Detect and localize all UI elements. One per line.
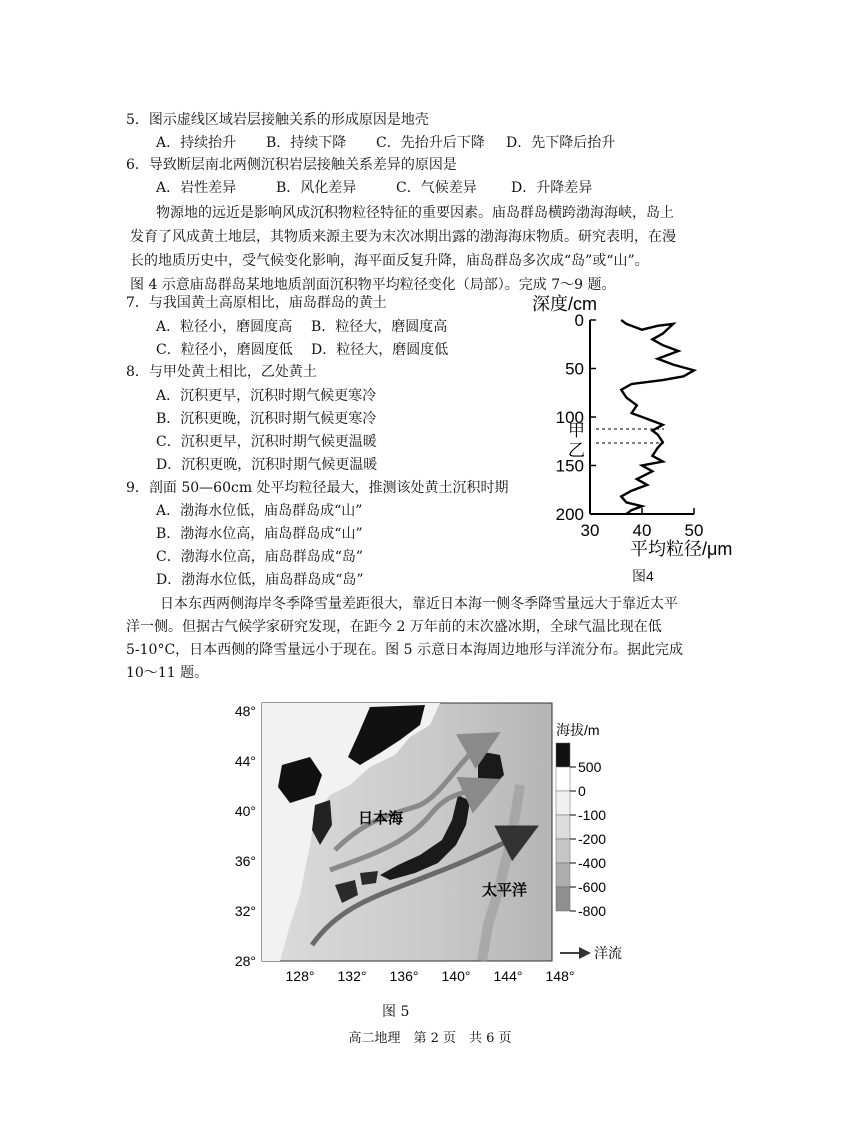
latitude-label: 28°: [234, 953, 256, 969]
legend-color-swatch: [556, 791, 570, 815]
q6-options: [156, 178, 592, 198]
legend-color-swatch: [556, 767, 570, 791]
fig5-caption: 图 5: [382, 1004, 410, 1020]
pacific-ocean-label: 太平洋: [482, 882, 528, 899]
latitude-label: 40°: [234, 803, 256, 819]
fig4-y-tick-label: 100: [555, 408, 584, 427]
q9-option-d: D．渤海水位低，庙岛群岛成“岛”: [156, 572, 364, 588]
fig4-y-tick-label: 150: [555, 456, 584, 476]
longitude-label: 128°: [285, 968, 315, 984]
q6-option-d: D．升降差异: [511, 180, 593, 196]
figure-4-profile-chart: [526, 290, 766, 590]
sea-of-japan-label: 日本海: [358, 810, 404, 827]
q7-option-c: C．粒径小，磨圆度低: [156, 342, 293, 358]
q8-option-d: D．沉积更晚，沉积时期气候更温暖: [156, 457, 378, 473]
longitude-label: 144°: [493, 968, 523, 984]
fig4-x-tick-label: 30: [580, 521, 600, 540]
q5-options: [156, 133, 615, 153]
legend-current-label: 洋流: [594, 945, 622, 961]
fig4-grain-size-curve: [621, 320, 694, 514]
figure-5-japan-sea-map: [220, 695, 640, 995]
q5-option-d: D．先下降后抬升: [506, 135, 616, 151]
q7-option-d: D．粒径大，磨圆度低: [311, 342, 449, 358]
legend-value-label: 500: [578, 759, 602, 775]
q9-option-c: C．渤海水位高，庙岛群岛成“岛”: [156, 549, 364, 565]
fig4-yi-label: 乙: [568, 441, 585, 460]
q6-option-a: A．岩性差异: [156, 180, 237, 196]
fig4-ylabel: 深度/cm: [532, 294, 597, 314]
q5-stem: 5．图示虚线区域岩层接触关系的形成原因是地壳: [126, 112, 429, 128]
latitude-label: 36°: [234, 853, 256, 869]
q5-option-c: C．先抬升后下降: [376, 135, 485, 151]
q9-option-b: B．渤海水位高，庙岛群岛成“山”: [156, 526, 363, 542]
q8-stem: 8．与甲处黄土相比，乙处黄土: [126, 364, 317, 380]
fig4-y-tick-label: 200: [555, 505, 584, 524]
q6-stem: 6．导致断层南北两侧沉积岩层接触关系差异的原因是: [126, 157, 457, 173]
passage1-line: 物源地的远近是影响风成沉积物粒径特征的重要因素。庙岛群岛横跨渤海海峡，岛上: [156, 205, 674, 221]
latitude-label: 48°: [234, 703, 256, 719]
q9-stem: 9．剖面 50—60cm 处平均粒径最大，推测该处黄土沉积时期: [126, 480, 509, 496]
passage1-line: 长的地质历史中，受气候变化影响，海平面反复升降，庙岛群岛多次成“岛”或“山”。: [130, 253, 649, 269]
q7-stem: 7．与我国黄土高原相比，庙岛群岛的黄土: [126, 295, 387, 311]
q7-options-row2: [156, 340, 448, 360]
legend-value-label: -400: [578, 855, 607, 871]
passage2-line: 5-10°C，日本西侧的降雪量远小于现在。图 5 示意日本海周边地形与洋流分布。据此完成: [126, 642, 683, 658]
longitude-label: 136°: [389, 968, 419, 984]
passage2-line: 日本东西两侧海岸冬季降雪量差距很大，靠近日本海一侧冬季降雪量远大于靠近太平: [160, 596, 678, 612]
fig4-jia-label: 甲: [568, 421, 585, 440]
longitude-label: 132°: [337, 968, 367, 984]
legend-value-label: -800: [578, 903, 607, 919]
q5-option-b: B．持续下降: [266, 135, 347, 151]
legend-color-swatch: [556, 863, 570, 887]
shikoku-island: [360, 871, 378, 885]
longitude-label: 148°: [545, 968, 575, 984]
q7-option-a: A．粒径小，磨圆度高: [156, 319, 293, 335]
legend-value-label: -600: [578, 879, 607, 895]
passage2-line: 洋一侧。但据古气候学家研究发现，在距今 2 万年前的末次盛冰期，全球气温比现在低: [126, 619, 662, 635]
passage2-line: 10～11 题。: [126, 665, 209, 681]
page-footer: 高二地理 第 2 页 共 6 页: [348, 1031, 512, 1046]
fig4-caption: 图4: [632, 568, 654, 584]
longitude-label: 140°: [441, 968, 471, 984]
fig4-y-tick-label: 0: [574, 311, 584, 330]
legend-value-label: -100: [578, 807, 607, 823]
legend-color-swatch: [556, 887, 570, 911]
q5-option-a: A．持续抬升: [156, 135, 237, 151]
latitude-label: 44°: [234, 753, 256, 769]
fig4-y-tick-label: 50: [565, 359, 584, 379]
fig4-x-tick-label: 50: [684, 521, 704, 540]
q7-option-b: B．粒径大，磨圆度高: [311, 319, 448, 335]
fig4-x-tick-label: 40: [632, 521, 652, 540]
fig4-xlabel: 平均粒径/μm: [630, 539, 733, 559]
q9-option-a: A．渤海水位低，庙岛群岛成“山”: [156, 503, 363, 519]
legend-color-swatch: [556, 743, 570, 767]
q7-options-row1: [156, 317, 447, 337]
q8-option-c: C．沉积更早，沉积时期气候更温暖: [156, 434, 377, 450]
legend-title: 海拔/m: [556, 722, 600, 738]
q8-option-b: B．沉积更晚，沉积时期气候更寒冷: [156, 411, 377, 427]
q8-option-a: A．沉积更早，沉积时期气候更寒冷: [156, 388, 377, 404]
legend-color-swatch: [556, 815, 570, 839]
passage1-line: 发育了风成黄土地层，其物质来源主要为末次冰期出露的渤海海床物质。研究表明，在漫: [130, 229, 676, 245]
legend-value-label: 0: [578, 783, 586, 799]
q6-option-b: B．风化差异: [276, 180, 357, 196]
q6-option-c: C．气候差异: [396, 180, 477, 196]
legend-value-label: -200: [578, 831, 607, 847]
legend-color-swatch: [556, 839, 570, 863]
latitude-label: 32°: [234, 903, 256, 919]
passage1-line: 图 4 示意庙岛群岛某地地质剖面沉积物平均粒径变化（局部）。完成 7～9 题。: [130, 277, 616, 293]
